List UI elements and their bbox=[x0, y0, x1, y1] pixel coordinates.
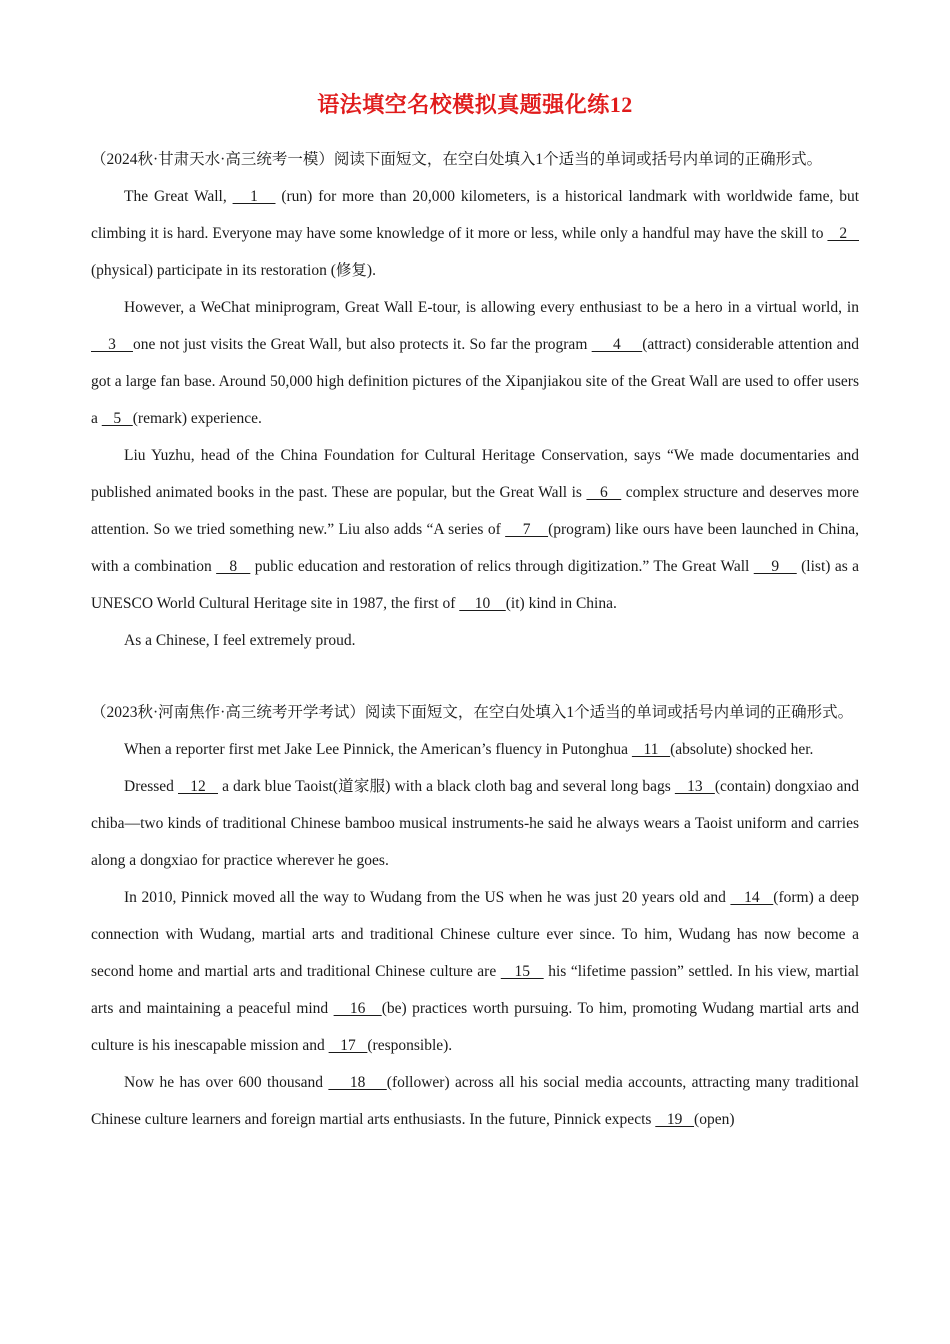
section-divider bbox=[91, 659, 859, 694]
blank-6[interactable]: 6 bbox=[586, 484, 622, 501]
section1-paragraph-2: However, a WeChat miniprogram, Great Wall E-tour, is allowing every enthusiast to be a hero in a virtual world, in 3 one not just visits the Great Wall, but also protects it. So far the program 4 (attract) considerable attention and got a large fan base. Around 50,000 high definition pictures of the Xipanjiakou site of the Great Wall are used to offer users a 5 (remark) experience. bbox=[91, 299, 860, 427]
blank-4[interactable]: 4 bbox=[591, 336, 643, 353]
blank-5[interactable]: 5 bbox=[101, 410, 133, 427]
section1-paragraph-3: Liu Yuzhu, head of the China Foundation for Cultural Heritage Conservation, says “We made documentaries and published animated books in the past. These are popular, but the Great Wall is 6 complex structure and deserves more attention. So we tried something new.” Liu also adds “A series of 7 (program) like ours have been launched in China, with a combination 8 public education and restoration of relics through digitization.” The Great Wall 9 (list) as a UNESCO World Cultural Heritage site in 1987, the first of 10 (it) kind in China. bbox=[91, 447, 860, 612]
blank-17[interactable]: 17 bbox=[328, 1037, 368, 1054]
blank-2[interactable]: 2 bbox=[827, 225, 859, 242]
section1-paragraph-4: As a Chinese, I feel extremely proud. bbox=[124, 632, 356, 649]
blank-8[interactable]: 8 bbox=[216, 558, 251, 575]
blank-11[interactable]: 11 bbox=[631, 741, 671, 758]
blank-13[interactable]: 13 bbox=[674, 778, 715, 795]
blank-18[interactable]: 18 bbox=[328, 1074, 387, 1091]
blank-1[interactable]: 1 bbox=[232, 188, 276, 205]
blank-7[interactable]: 7 bbox=[505, 521, 549, 538]
blank-16[interactable]: 16 bbox=[333, 1000, 382, 1017]
blank-15[interactable]: 15 bbox=[500, 963, 544, 980]
section2-source: （2023秋·河南焦作·高三统考开学考试）阅读下面短文，在空白处填入1个适当的单词或括号内单词的正确形式。 bbox=[91, 704, 854, 721]
blank-19[interactable]: 19 bbox=[655, 1111, 695, 1128]
section1-paragraph-1: The Great Wall, 1 (run) for more than 20,000 kilometers, is a historical landmark with worldwide fame, but climbing it is hard. Everyone may have some knowledge of it more or less, while only a handful may have the skill to 2 (physical) participate in its restoration (修复). bbox=[91, 188, 859, 279]
blank-3[interactable]: 3 bbox=[91, 336, 133, 353]
section2-paragraph-3: In 2010, Pinnick moved all the way to Wudang from the US when he was just 20 years old and 14 (form) a deep connection with Wudang, martial arts and traditional Chinese culture ever since. To him, Wudang has now become a second home and martial arts and traditional Chinese culture are 15 his “lifetime passion” settled. In his view, martial arts and maintaining a peaceful mind 16 (be) practices worth pursuing. To him, promoting Wudang martial arts and culture is his inescapable mission and 17 (responsible). bbox=[91, 889, 860, 1054]
page-title: 语法填空名校模拟真题强化练12 bbox=[317, 92, 633, 117]
blank-9[interactable]: 9 bbox=[753, 558, 797, 575]
blank-10[interactable]: 10 bbox=[459, 595, 506, 612]
section1-source: （2024秋·甘肃天水·高三统考一模）阅读下面短文，在空白处填入1个适当的单词或括号内单词的正确形式。 bbox=[91, 151, 823, 168]
blank-14[interactable]: 14 bbox=[730, 889, 774, 906]
section2-paragraph-1: When a reporter first met Jake Lee Pinnick, the American’s fluency in Putonghua 11 (absolute) shocked her. bbox=[124, 741, 814, 758]
section2-paragraph-2: Dressed 12 a dark blue Taoist(道家服) with a black cloth bag and several long bags 13 (contain) dongxiao and chiba—two kinds of traditional Chinese bamboo musical instruments-he said he always wears a Taoist uniform and carries along a dongxiao for practice wherever he goes. bbox=[91, 778, 860, 869]
section2-paragraph-4: Now he has over 600 thousand 18 (follower) across all his social media accounts, attracting many traditional Chinese culture learners and foreign martial arts enthusiasts. In the future, Pinnick expects 19 (open) bbox=[91, 1074, 859, 1128]
blank-12[interactable]: 12 bbox=[178, 778, 218, 795]
